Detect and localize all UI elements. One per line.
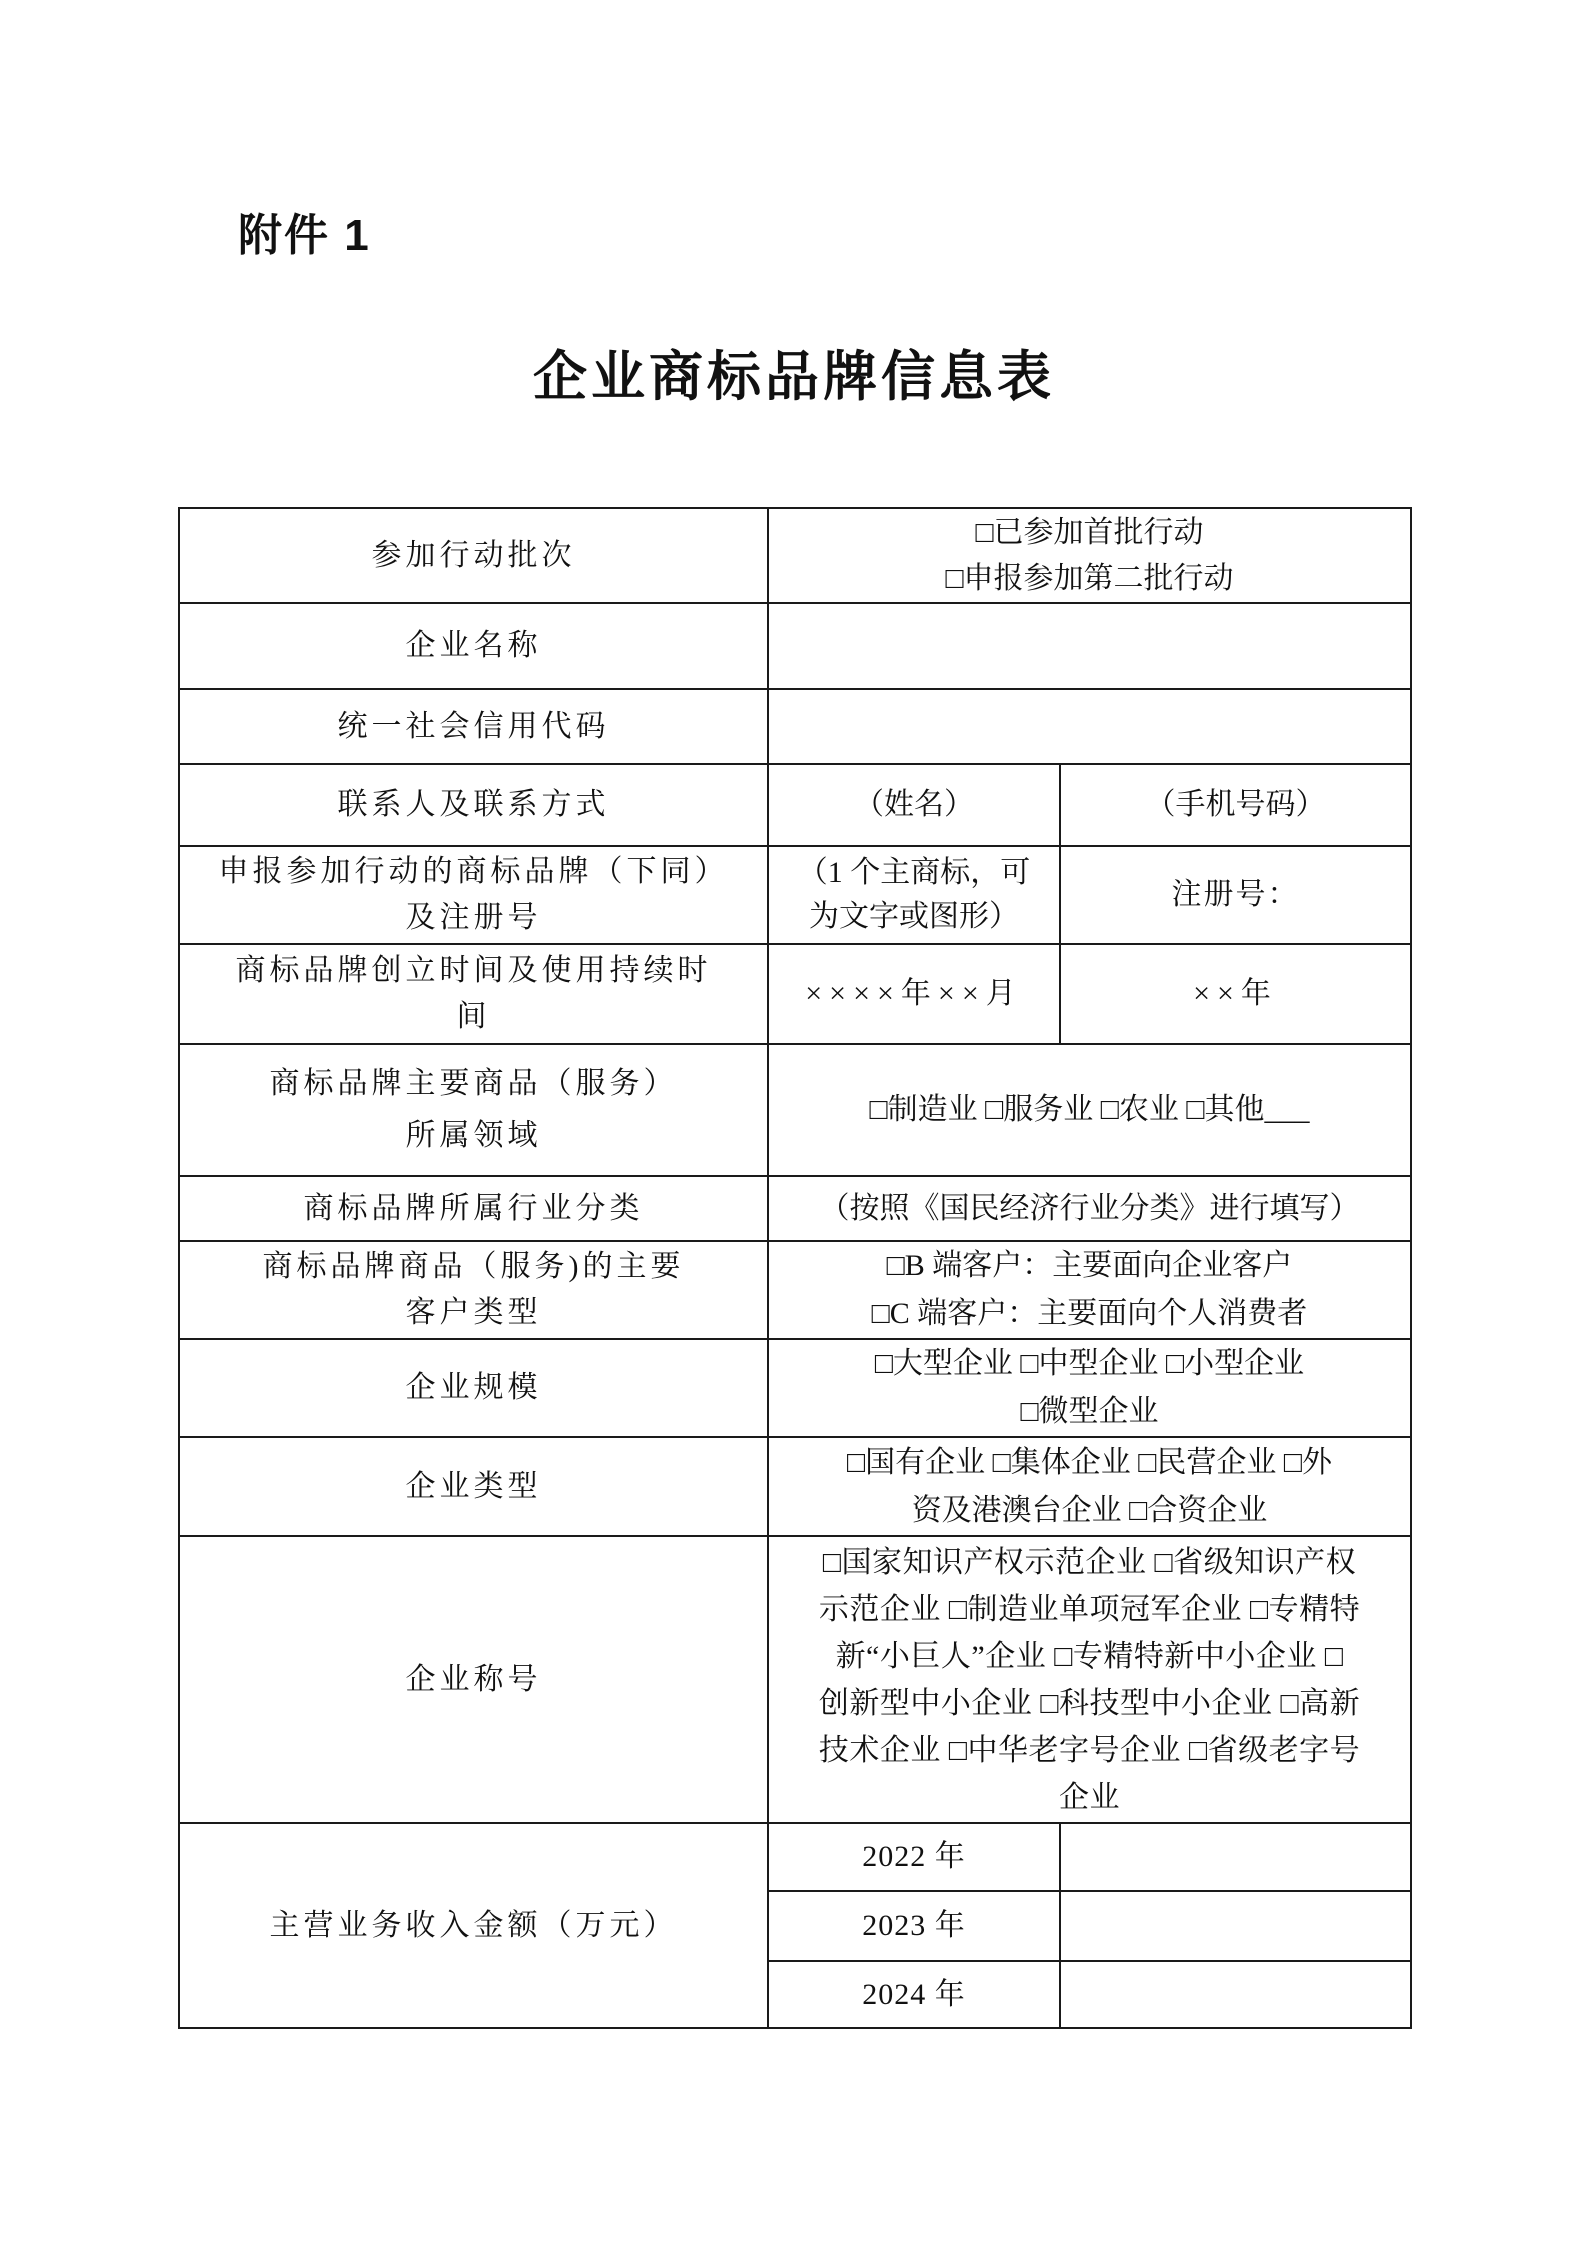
row-field-area xyxy=(179,1044,1411,1176)
row-founding-time xyxy=(179,944,1411,1044)
row-company-size xyxy=(179,1339,1411,1437)
customer-type-label-line1: 商标品牌商品（服务)的主要 xyxy=(262,1250,685,1283)
company-titles-line1[interactable]: □国家知识产权示范企业 □省级知识产权 xyxy=(822,1545,1357,1579)
row-revenue-2022 xyxy=(179,1823,1411,1891)
registration-number-cell[interactable]: 注册号： xyxy=(1060,846,1411,944)
customer-type-option-b[interactable]: □B 端客户：主要面向企业客户 xyxy=(886,1249,1293,1282)
row-company-name xyxy=(179,603,1411,689)
company-name-label: 企业名称 xyxy=(179,603,768,689)
contact-name-cell[interactable]: （姓名） xyxy=(768,764,1060,846)
attachment-label: 附件 1 xyxy=(238,211,371,260)
trademark-label-line1: 申报参加行动的商标品牌（下同） xyxy=(218,855,729,888)
founding-date-cell[interactable]: ××××年××月 xyxy=(768,944,1060,1044)
revenue-2024-input-cell[interactable] xyxy=(1060,1961,1411,2028)
batch-option-first[interactable]: □已参加首批行动 xyxy=(975,515,1204,549)
customer-type-label-line2: 客户类型 xyxy=(405,1296,542,1329)
row-customer-type xyxy=(179,1241,1411,1339)
revenue-year-2024: 2024 年 xyxy=(768,1961,1060,2028)
row-trademark xyxy=(179,846,1411,944)
company-titles-label: 企业称号 xyxy=(179,1536,768,1823)
trademark-label xyxy=(179,846,768,944)
customer-type-label xyxy=(179,1241,768,1339)
credit-code-input-cell[interactable] xyxy=(768,689,1411,764)
row-contact xyxy=(179,764,1411,846)
revenue-label: 主营业务收入金额（万元） xyxy=(179,1823,768,2028)
revenue-2022-input-cell[interactable] xyxy=(1060,1823,1411,1891)
company-size-options-line1[interactable]: □大型企业 □中型企业 □小型企业 xyxy=(874,1347,1305,1380)
batch-label: 参加行动批次 xyxy=(179,508,768,603)
company-name-input-cell[interactable] xyxy=(768,603,1411,689)
trademark-label-line2: 及注册号 xyxy=(405,901,542,934)
company-size-options-cell[interactable] xyxy=(768,1339,1411,1437)
field-area-label-line2: 所属领域 xyxy=(405,1119,542,1152)
company-type-options-cell[interactable] xyxy=(768,1437,1411,1536)
revenue-year-2023: 2023 年 xyxy=(768,1891,1060,1961)
revenue-year-2022: 2022 年 xyxy=(768,1823,1060,1891)
company-type-options-line1[interactable]: □国有企业 □集体企业 □民营企业 □外 xyxy=(847,1445,1332,1479)
usage-duration-cell[interactable]: ××年 xyxy=(1060,944,1411,1044)
row-credit-code xyxy=(179,689,1411,764)
revenue-2023-input-cell[interactable] xyxy=(1060,1891,1411,1961)
trademark-hint-cell[interactable] xyxy=(768,846,1060,944)
trademark-hint-line1: （1 个主商标，可 xyxy=(797,856,1031,889)
company-titles-line2[interactable]: 示范企业 □制造业单项冠军企业 □专精特 xyxy=(818,1592,1361,1626)
row-batch xyxy=(179,508,1411,603)
row-industry xyxy=(179,1176,1411,1241)
batch-option-second[interactable]: □申报参加第二批行动 xyxy=(945,561,1234,595)
company-type-label: 企业类型 xyxy=(179,1437,768,1536)
field-area-label xyxy=(179,1044,768,1176)
row-company-titles xyxy=(179,1536,1411,1823)
company-titles-line4[interactable]: 创新型中小企业 □科技型中小企业 □高新 xyxy=(818,1686,1361,1720)
field-area-label-line1: 商标品牌主要商品（服务） xyxy=(269,1067,678,1100)
founding-time-label-line2: 间 xyxy=(456,1000,491,1033)
company-size-options-line2[interactable]: □微型企业 xyxy=(1020,1395,1159,1428)
customer-type-option-c[interactable]: □C 端客户：主要面向个人消费者 xyxy=(871,1297,1308,1330)
customer-type-options-cell[interactable] xyxy=(768,1241,1411,1339)
company-titles-options-cell[interactable] xyxy=(768,1536,1411,1823)
company-titles-line3[interactable]: 新“小巨人”企业 □专精特新中小企业 □ xyxy=(835,1639,1344,1673)
contact-label: 联系人及联系方式 xyxy=(179,764,768,846)
industry-input-cell[interactable]: （按照《国民经济行业分类》进行填写） xyxy=(768,1176,1411,1241)
company-size-label: 企业规模 xyxy=(179,1339,768,1437)
founding-time-label-line1: 商标品牌创立时间及使用持续时 xyxy=(235,954,712,987)
info-table xyxy=(178,507,1412,2029)
company-titles-line5[interactable]: 技术企业 □中华老字号企业 □省级老字号 xyxy=(818,1733,1361,1767)
founding-time-label xyxy=(179,944,768,1044)
industry-label: 商标品牌所属行业分类 xyxy=(179,1176,768,1241)
company-titles-line6[interactable]: 企业 xyxy=(1059,1780,1120,1814)
field-area-options-cell[interactable]: □制造业 □服务业 □农业 □其他___ xyxy=(768,1044,1411,1176)
credit-code-label: 统一社会信用代码 xyxy=(179,689,768,764)
batch-options-cell[interactable] xyxy=(768,508,1411,603)
trademark-hint-line2: 为文字或图形） xyxy=(809,900,1019,933)
row-company-type xyxy=(179,1437,1411,1536)
contact-phone-cell[interactable]: （手机号码） xyxy=(1060,764,1411,846)
page-title: 企业商标品牌信息表 xyxy=(533,347,1055,407)
company-type-options-line2[interactable]: 资及港澳台企业 □合资企业 xyxy=(911,1493,1268,1527)
